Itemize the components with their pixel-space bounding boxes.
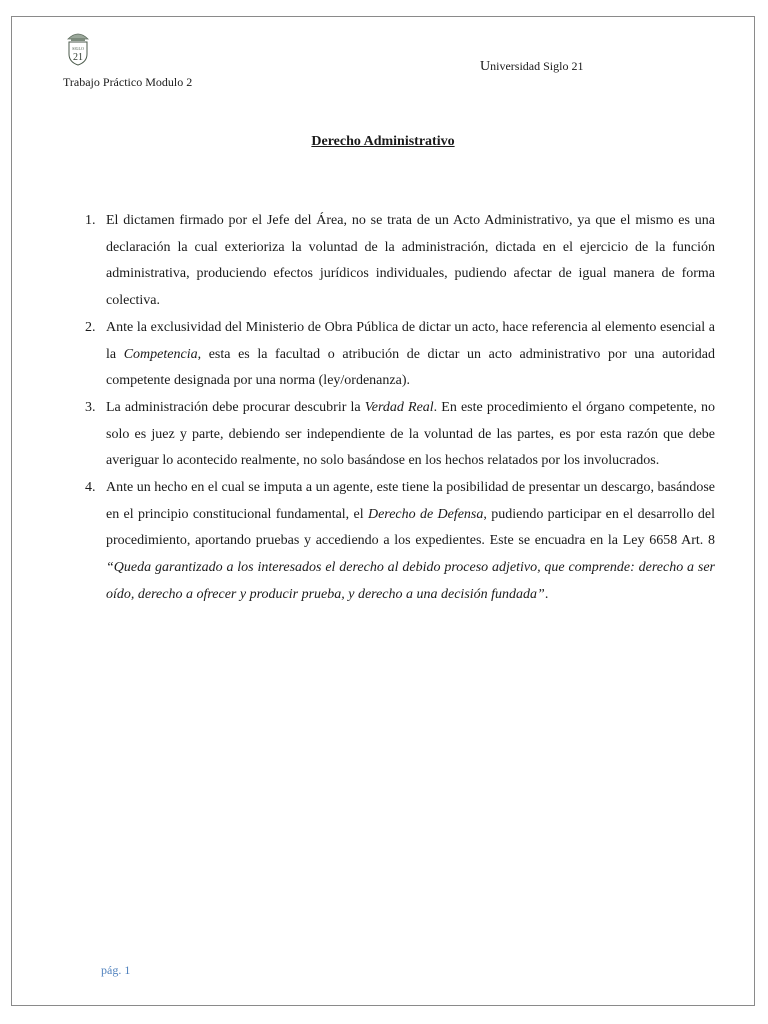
text-run: , esta es la facultad o atribución de dictar un acto administrativo por una autoridad competente designada por una norma (ley/ordenanza). bbox=[106, 346, 715, 389]
text-run: Ante un hecho en el cual se imputa a un agente, este tiene la posibilidad de presentar un descargo, basándose en el principio constitucional fundamental, el bbox=[106, 480, 715, 522]
list-item-number: 2. bbox=[85, 319, 96, 335]
list-item-number: 3. bbox=[85, 399, 96, 415]
italic-text: “Queda garantizado a los interesados el derecho al debido proceso adjetivo, que comprende: derecho a ser oído, derecho a ofrecer y producir prueba, y derecho a una decisión fundada” bbox=[106, 560, 715, 602]
text-run: . En este procedimiento el órgano competente, no solo es juez y parte, debiendo ser independiente de la voluntad de las partes, es por esta razón que debe averiguar lo acontecido realmente, no solo basándose en los hechos relatados por los involucrados. bbox=[106, 399, 715, 469]
italic-text: Verdad Real bbox=[364, 399, 434, 415]
numbered-list bbox=[85, 208, 715, 609]
page-number: pág. 1 bbox=[101, 963, 131, 977]
svg-text:21: 21 bbox=[73, 52, 83, 63]
list-item-text bbox=[106, 213, 715, 308]
university-crest-icon bbox=[64, 27, 92, 67]
list-item-number: 1. bbox=[85, 213, 96, 228]
text-run: . bbox=[544, 586, 549, 602]
header-course-label: Trabajo Práctico Modulo 2 bbox=[63, 75, 193, 89]
list-item bbox=[85, 475, 715, 609]
italic-text: Competencia bbox=[123, 346, 198, 362]
header-university-name bbox=[480, 59, 583, 75]
list-item-text bbox=[106, 480, 715, 602]
text-run: Ante la exclusividad del Ministerio de Obra Pública de dictar un acto, hace referencia al elemento esencial a la bbox=[106, 319, 715, 362]
document-page bbox=[11, 16, 755, 1006]
list-item-text bbox=[106, 400, 715, 468]
list-item-number: 4. bbox=[85, 480, 96, 496]
document-title: Derecho Administrativo bbox=[311, 134, 455, 149]
list-item bbox=[85, 208, 715, 315]
text-run: , pudiendo participar en el desarrollo del procedimiento, aportando pruebas y accediendo a los expedientes. Este se encuadra en la Ley 6658 Art. 8 bbox=[106, 506, 715, 549]
text-run: El dictamen firmado por el Jefe del Área, no se trata de un Acto Administrativo, ya que el mismo es una declaración la cual exterioriza la voluntad de la administración, dictada en el ejercicio de la función administrativa, produciendo efectos jurídicos individuales, pudiendo afectar de igual manera de forma colectiva. bbox=[106, 213, 715, 309]
header-university-initial: U bbox=[480, 59, 491, 74]
text-run: La administración debe procurar descubrir la bbox=[106, 399, 365, 415]
list-item bbox=[85, 395, 715, 475]
italic-text: Derecho de Defensa bbox=[367, 506, 484, 522]
list-item-text bbox=[106, 320, 715, 388]
svg-text:SIGLO: SIGLO bbox=[72, 46, 84, 51]
header-university-rest: niversidad Siglo 21 bbox=[490, 59, 584, 73]
list-item bbox=[85, 315, 715, 395]
